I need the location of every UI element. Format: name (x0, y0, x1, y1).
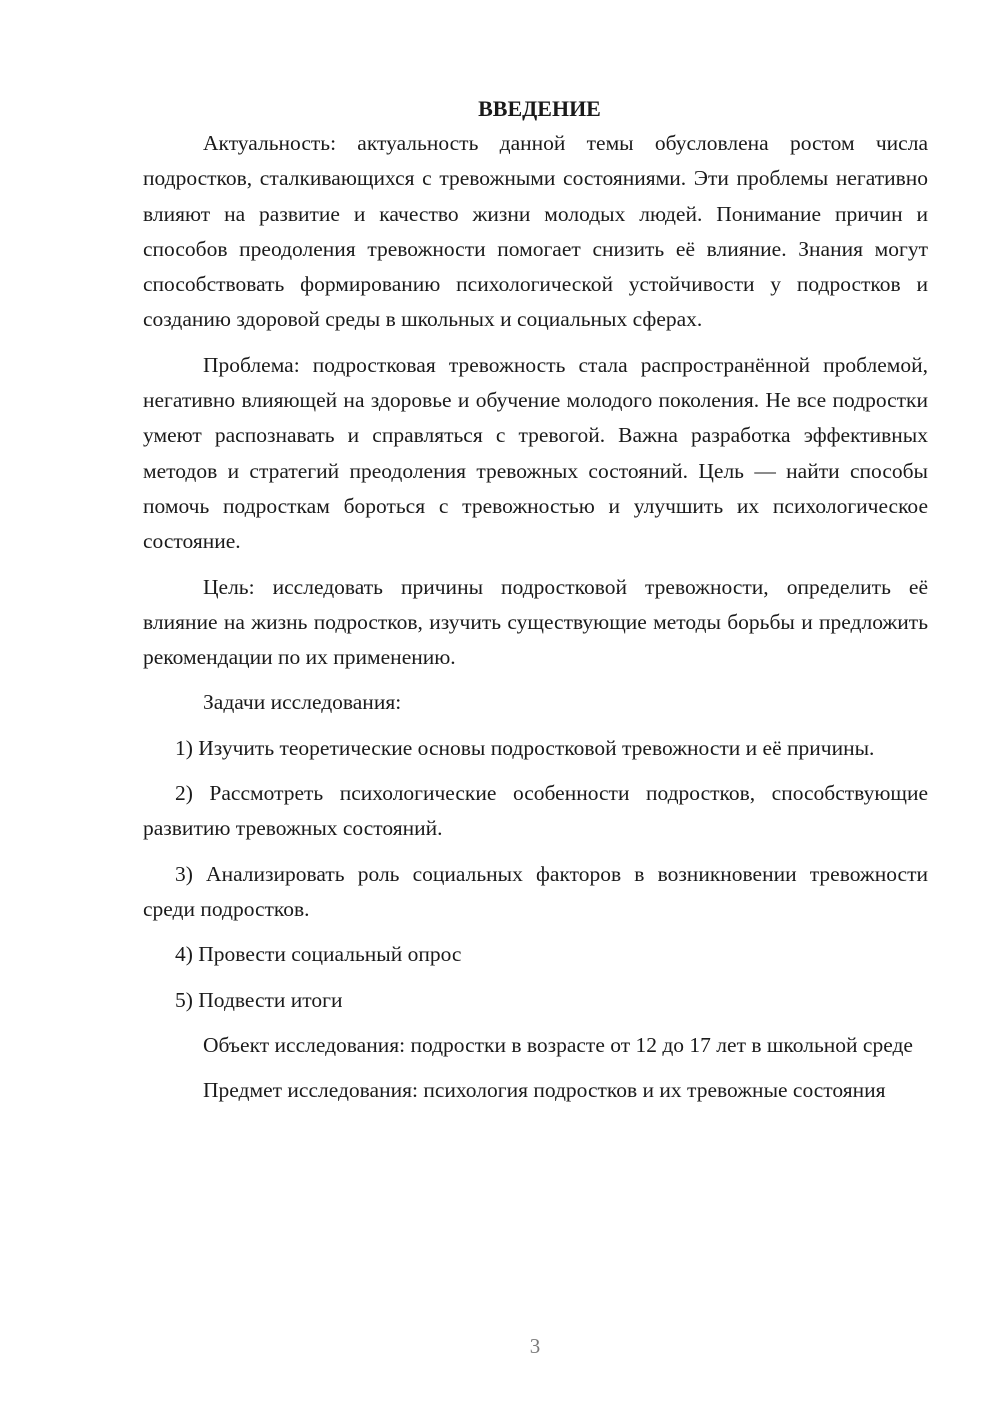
paragraph-goal: Цель: исследовать причины подростковой тревожности, определить её влияние на жизнь подростков, изучить существующие методы борьбы и предложить рекомендации по их применению. (143, 574, 928, 670)
paragraph-problem: Проблема: подростковая тревожность стала распространённой проблемой, негативно влияющей на здоровье и обучение молодого поколения. Не все подростки умеют распознавать и справляться с тревогой. Важна разработка эффективных методов и стратегий преодоления тревожных состояний. Цель — найти способы помочь подросткам бороться с тревожностью и улучшить их психологическое состояние. (143, 352, 928, 554)
paragraph-subject: Предмет исследования: психология подростков и их тревожные состояния (203, 1078, 886, 1103)
paragraph-object: Объект исследования: подростки в возрасте от 12 до 17 лет в школьной среде (203, 1032, 913, 1057)
tasks-heading: Задачи исследования: (203, 690, 402, 715)
page-number: 3 (529, 1334, 541, 1358)
task-item-3: 3) Анализировать роль социальных факторов в возникновении тревожности среди подростков. (143, 861, 928, 921)
task-item-2: 2) Рассмотреть психологические особенности подростков, способствующие развитию тревожных состояний. (143, 781, 928, 841)
paragraph-relevance: Актуальность: актуальность данной темы обусловлена ростом числа подростков, сталкивающихся с тревожными состояниями. Эти проблемы негативно влияют на развитие и качество жизни молодых людей. Понимание причин и способов преодоления тревожности помогает снизить её влияние. Знания могут способствовать формированию психологической устойчивости у подростков и созданию здоровой среды в школьных и социальных сферах. (143, 131, 928, 332)
section-title: ВВЕДЕНИЕ (478, 96, 601, 121)
task-item-4: 4) Провести социальный опрос (175, 942, 462, 967)
task-item-5: 5) Подвести итоги (175, 987, 343, 1012)
document-page (143, 92, 928, 1108)
task-item-1: 1) Изучить теоретические основы подростковой тревожности и её причины. (175, 735, 875, 760)
